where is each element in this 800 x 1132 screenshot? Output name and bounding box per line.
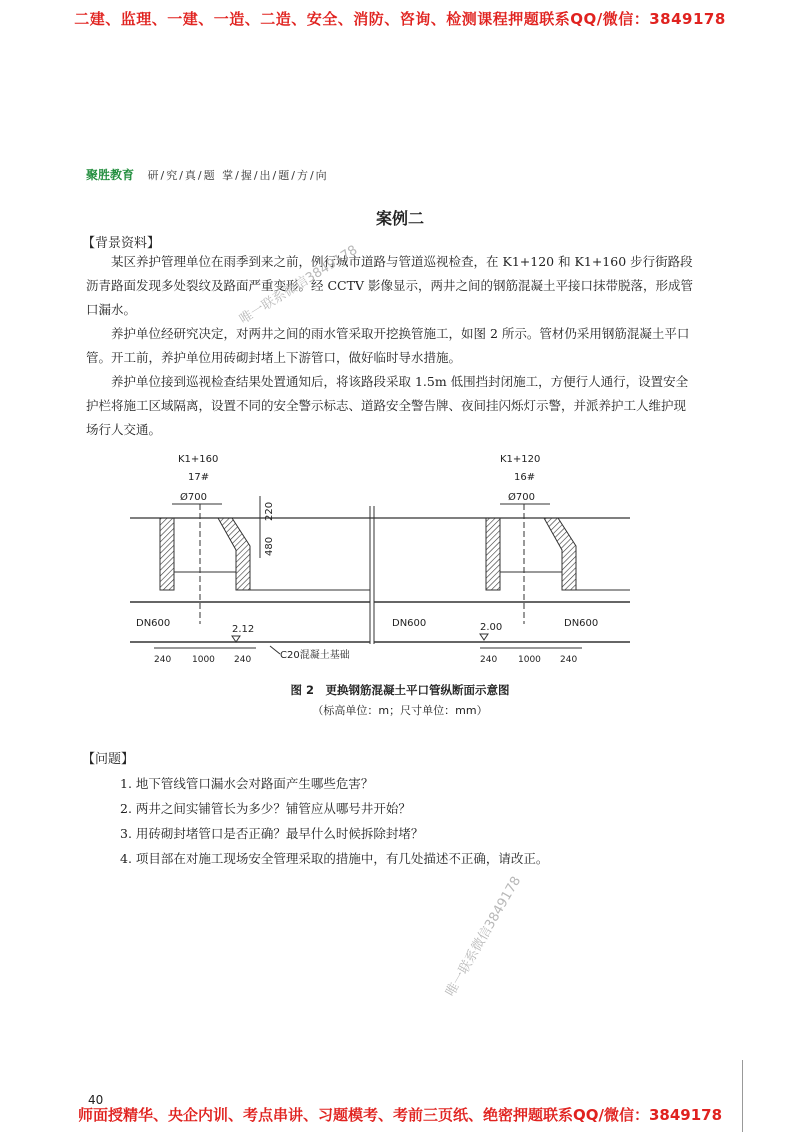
dim-left-1: 240 xyxy=(154,655,172,665)
brand-row xyxy=(86,166,329,183)
left-well-cone xyxy=(218,518,250,590)
figure-caption: 图 2 更换钢筋混凝土平口管纵断面示意图 xyxy=(290,683,510,697)
background-paragraph: 养护单位经研究决定，对两井之间的雨水管采取开挖换管施工，如图 2 所示。管材仍采用钢筋混凝土平口管。开工前，养护单位用砖砌封堵上下游管口，做好临时导水措施。 xyxy=(86,326,690,365)
background-paragraph: 养护单位接到巡视检查结果处置通知后，将该路段采取 1.5m 低围挡封闭施工，方便行人通行，设置安全护栏将施工区域隔离，设置不同的安全警示标志、道路安全警告牌、夜间挂闪烁灯示警，并派养护工人维护现场行人交通。 xyxy=(86,374,689,437)
right-diameter: Ø700 xyxy=(508,492,535,503)
question-item: 4. 项目部在对施工现场安全管理采取的措施中，有几处描述不正确，请改正。 xyxy=(120,851,549,866)
question-item: 3. 用砖砌封堵管口是否正确？最早什么时候拆除封堵？ xyxy=(120,826,424,841)
left-elevation: 2.12 xyxy=(232,624,255,635)
figure-units: （标高单位：m；尺寸单位：mm） xyxy=(312,704,488,717)
right-pipe-label: DN600 xyxy=(564,618,599,629)
questions-label: 【问题】 xyxy=(82,752,135,767)
right-station: K1+120 xyxy=(500,454,541,465)
left-pipe-label: DN600 xyxy=(136,618,171,629)
case-title: 案例二 xyxy=(375,209,424,228)
brand-slogan: 研/究/真/题 掌/握/出/题/方/向 xyxy=(147,169,329,182)
dim-left-3: 240 xyxy=(234,655,252,665)
right-elevation: 2.00 xyxy=(480,622,503,633)
left-station: K1+160 xyxy=(178,454,219,465)
page-number: 40 xyxy=(88,1093,104,1107)
right-well-wall xyxy=(486,518,500,590)
left-well-wall xyxy=(160,518,174,590)
right-well-cone xyxy=(544,518,576,590)
dim-right-1: 240 xyxy=(480,655,498,665)
right-well-number: 16# xyxy=(514,472,536,483)
dim-right-3: 240 xyxy=(560,655,578,665)
background-label: 【背景资料】 xyxy=(82,236,161,251)
question-item: 1. 地下管线管口漏水会对路面产生哪些危害？ xyxy=(120,776,374,791)
right-pipe-label-inner: DN600 xyxy=(392,618,427,629)
foundation-label: C20混凝土基础 xyxy=(280,650,350,661)
watermark-lower: 唯一联系微信3849178 xyxy=(443,874,525,1000)
question-item: 2. 两井之间实铺管长为多少？铺管应从哪号井开始？ xyxy=(120,801,411,816)
left-well-number: 17# xyxy=(188,472,210,483)
top-banner: 二建、监理、一建、一造、二造、安全、消防、咨询、检测课程押题联系QQ/微信：3849178 xyxy=(74,10,726,28)
dim-left-2: 1000 xyxy=(192,655,215,665)
dim-right-2: 1000 xyxy=(518,655,541,665)
left-diameter: Ø700 xyxy=(180,492,207,503)
watermark-upper: 唯一联系微信3849178 xyxy=(237,242,361,328)
background-paragraph: 某区养护管理单位在雨季到来之前，例行城市道路与管道巡视检查，在 K1+120 和 K1+160 步行街路段沥青路面发现多处裂纹及路面严重变形。经 CCTV 影像显示，两井之间的钢筋混凝土平接口抹带脱落，形成管口漏水。 xyxy=(86,254,693,317)
pipe-section-diagram xyxy=(120,446,640,678)
brand-logo: 聚胜教育 xyxy=(86,168,135,182)
bottom-banner: 师面授精华、央企内训、考点串讲、习题模考、考前三页纸、绝密押题联系QQ/微信：3849178 xyxy=(77,1106,723,1124)
dim-480: 480 xyxy=(264,536,275,556)
dim-220: 220 xyxy=(264,501,275,521)
